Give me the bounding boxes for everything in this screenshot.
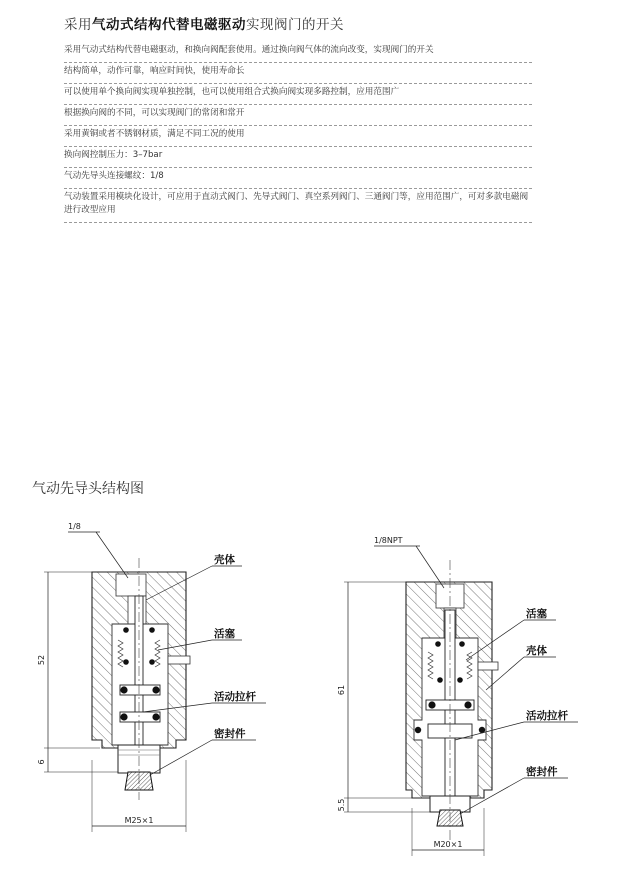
pilot-head-diagram [0, 500, 617, 870]
left-base-dimension: 6 [37, 759, 46, 765]
feature-item: 根据换向阀的不同，可以实现阀门的常闭和常开 [64, 105, 532, 126]
title-bold: 气动式结构代替电磁驱动 [92, 17, 246, 33]
title-prefix: 采用 [64, 17, 92, 33]
feature-item: 气动装置采用模块化设计，可应用于直动式阀门、先导式阀门、真空系列阀门、三通阀门等，应用范围广，可对多款电磁阀进行改型应用 [64, 189, 532, 223]
feature-item: 换向阀控制压力：3–7bar [64, 147, 532, 168]
feature-item: 结构简单，动作可靠，响应时间快，使用寿命长 [64, 63, 532, 84]
right-thread-dimension: M20×1 [433, 840, 463, 849]
feature-item: 气动先导头连接螺纹：1/8 [64, 168, 532, 189]
right-label-rod: 活动拉杆 [526, 710, 568, 722]
right-base-dimension: 5.5 [337, 798, 346, 812]
feature-list [64, 42, 532, 223]
left-label-seal: 密封件 [214, 728, 246, 740]
right-drawing [337, 536, 578, 856]
left-label-shell: 壳体 [214, 554, 235, 566]
title-suffix: 实现阀门的开关 [246, 17, 344, 33]
diagram-section-title: 气动先导头结构图 [32, 481, 144, 497]
left-thread-dimension: M25×1 [124, 816, 154, 825]
left-thread-top-label: 1/8 [68, 522, 81, 531]
feature-item: 可以使用单个换向阀实现单独控制，也可以使用组合式换向阀实现多路控制，应用范围广 [64, 84, 532, 105]
feature-item: 采用气动式结构代替电磁驱动，和换向阀配套使用。通过换向阀气体的流向改变，实现阀门的开关 [64, 42, 532, 63]
feature-item: 采用黄铜或者不锈钢材质，满足不同工况的使用 [64, 126, 532, 147]
right-label-piston: 活塞 [526, 608, 547, 620]
right-height-dimension: 61 [337, 684, 346, 696]
left-height-dimension: 52 [37, 654, 46, 666]
right-thread-top-label: 1/8NPT [374, 536, 403, 545]
right-label-shell: 壳体 [526, 645, 547, 657]
left-label-rod: 活动拉杆 [214, 691, 256, 703]
page-title [64, 13, 344, 33]
left-label-piston: 活塞 [214, 628, 235, 640]
left-drawing [37, 522, 266, 832]
right-label-seal: 密封件 [526, 766, 558, 778]
